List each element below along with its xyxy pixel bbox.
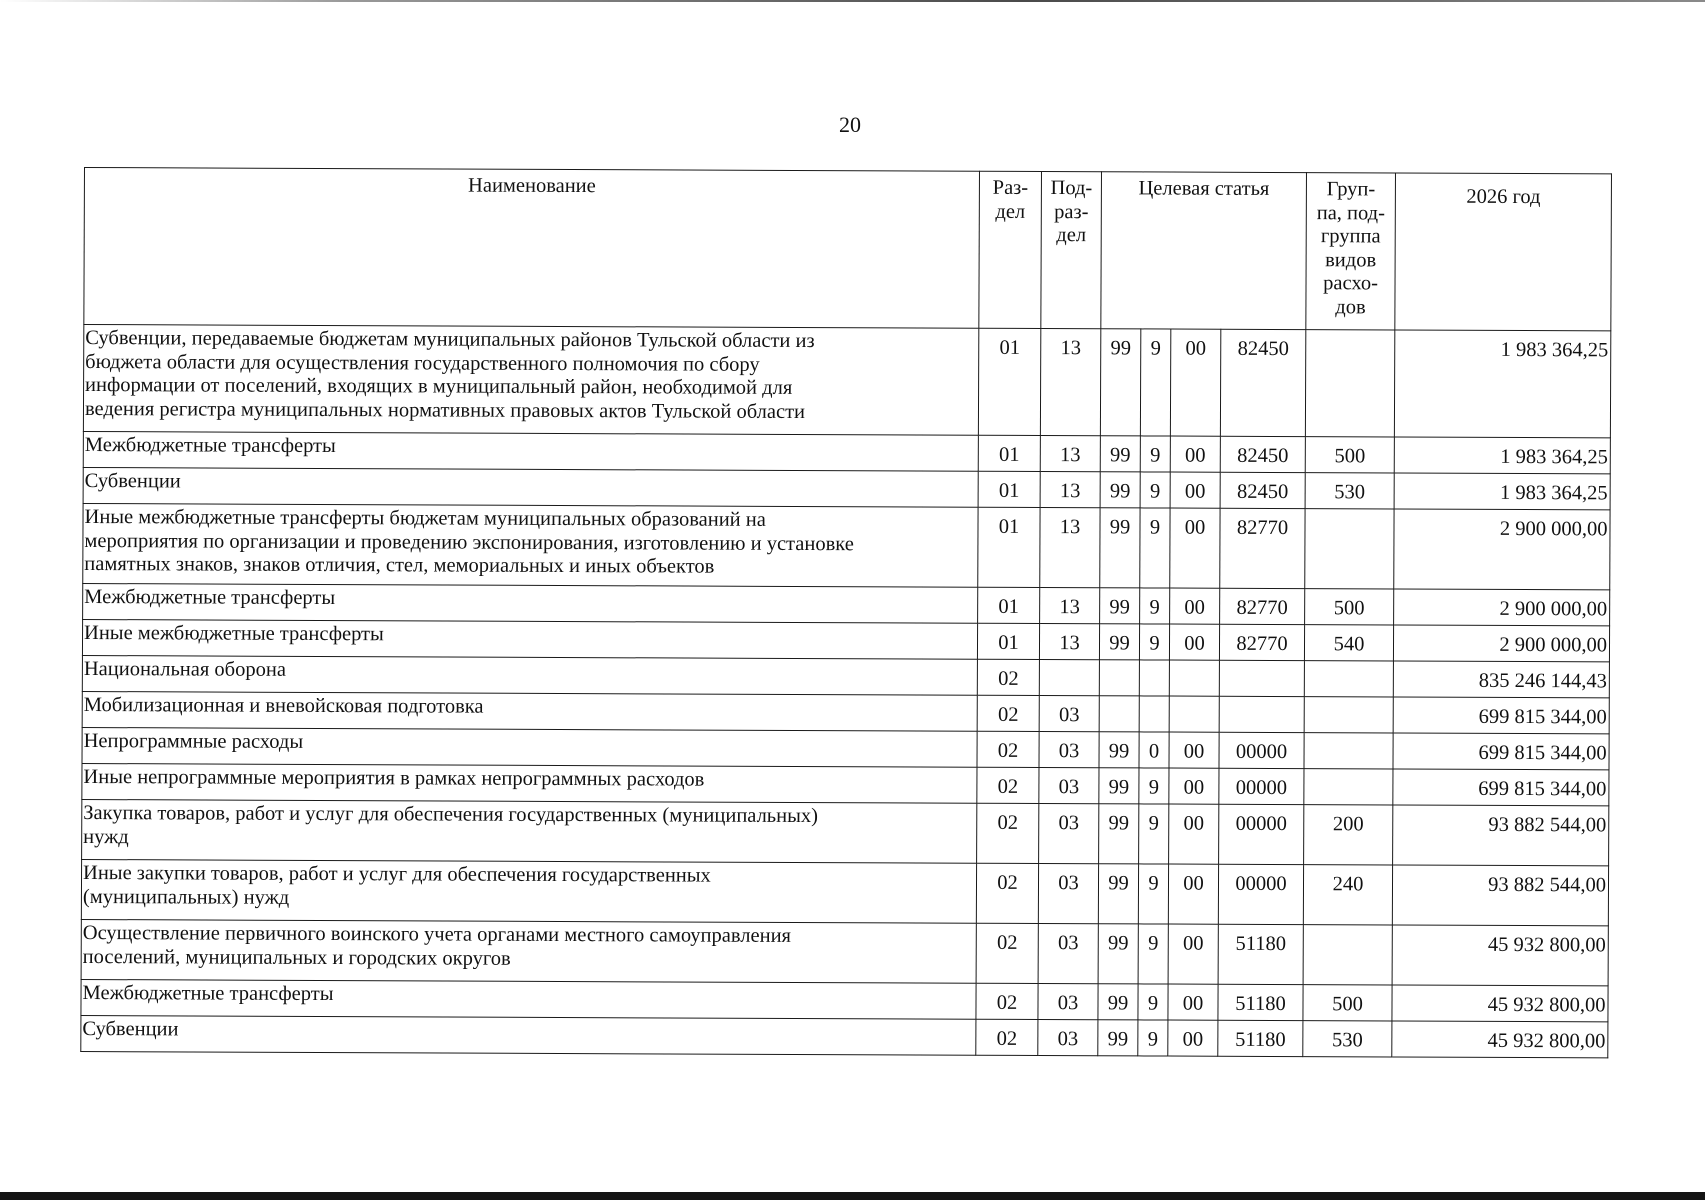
amount-cell: 835 246 144,43: [1393, 661, 1609, 698]
row-name-line: Иные закупки товаров, работ и услуг для обеспечения государственных: [82, 862, 711, 887]
row-name-line: бюджета области для осуществления государственного полномочия по сбору: [85, 350, 760, 376]
target-event-cell: 00: [1168, 864, 1218, 924]
target-subprogram-cell: 9: [1139, 804, 1169, 864]
row-name-line: Осуществление первичного воинского учета органами местного самоуправления: [82, 922, 792, 947]
row-name-line: нужд: [83, 825, 129, 848]
table-body: [81, 325, 1611, 1058]
row-name-line: Межбюджетные трансферты: [82, 982, 334, 1006]
target-event-cell: 00: [1170, 436, 1220, 472]
row-name-line: Субвенции, передаваемые бюджетам муниципальных районов Тульской области из: [85, 327, 815, 353]
row-name-line: Национальная оборона: [83, 658, 287, 681]
row-name: [81, 919, 976, 983]
target-subprogram-cell: 0: [1139, 732, 1169, 768]
expense-group-cell: 200: [1304, 805, 1393, 865]
page-bottom-edge: [0, 1192, 1705, 1200]
razdel-cell: 01: [978, 507, 1040, 587]
razdel-cell: 02: [977, 659, 1039, 695]
razdel-cell: 02: [976, 1019, 1038, 1055]
target-program-cell: 99: [1098, 984, 1138, 1020]
target-event-cell: 00: [1170, 508, 1220, 588]
target-subprogram-cell: 9: [1140, 508, 1170, 588]
target-program-cell: 99: [1099, 624, 1139, 660]
target-program-cell: 99: [1100, 436, 1140, 472]
row-name: [83, 583, 978, 623]
expense-group-cell: [1304, 661, 1393, 697]
target-subprogram-cell: 9: [1140, 472, 1170, 508]
expense-group-cell: [1304, 733, 1393, 769]
target-direction-cell: 82770: [1220, 508, 1305, 588]
amount-cell: 2 900 000,00: [1394, 589, 1610, 626]
podrazdel-cell: 13: [1040, 436, 1100, 472]
row-name: [81, 859, 976, 923]
table-row: [83, 503, 1610, 589]
razdel-cell: 02: [977, 731, 1039, 767]
row-name: [81, 979, 976, 1019]
target-direction-cell: 51180: [1218, 984, 1303, 1020]
row-name-line: Субвенции: [84, 470, 181, 493]
amount-cell: 699 815 344,00: [1393, 733, 1609, 770]
target-subprogram-cell: 9: [1138, 984, 1168, 1020]
header-target-article: Целевая статья: [1101, 172, 1307, 330]
razdel-cell: 02: [977, 767, 1039, 803]
target-subprogram-cell: 9: [1138, 924, 1168, 984]
podrazdel-cell: [1039, 660, 1099, 696]
expense-group-cell: 500: [1305, 437, 1394, 473]
target-direction-cell: 82770: [1219, 624, 1304, 660]
razdel-cell: 01: [978, 587, 1040, 623]
row-name: [82, 763, 977, 803]
target-subprogram-cell: 9: [1140, 329, 1170, 436]
target-direction-cell: 00000: [1219, 804, 1304, 864]
target-direction-cell: 51180: [1218, 1020, 1303, 1056]
table-row: [81, 859, 1608, 925]
target-program-cell: 99: [1099, 804, 1139, 864]
target-subprogram-cell: 9: [1139, 768, 1169, 804]
amount-cell: 45 932 800,00: [1392, 985, 1608, 1022]
expense-group-cell: 530: [1303, 1021, 1392, 1057]
row-name-line: Мобилизационная и вневойсковая подготовка: [83, 694, 484, 718]
expense-group-cell: [1305, 509, 1394, 589]
page-number: 20: [839, 112, 861, 137]
amount-cell: 2 900 000,00: [1393, 625, 1609, 662]
row-name-line: Межбюджетные трансферты: [84, 586, 336, 610]
amount-cell: 1 983 364,25: [1394, 473, 1610, 510]
razdel-cell: 02: [976, 923, 1038, 983]
row-name-line: Иные непрограммные мероприятия в рамках непрограммных расходов: [83, 766, 705, 791]
table-row: [83, 325, 1610, 438]
amount-cell: 2 900 000,00: [1394, 509, 1610, 590]
amount-cell: 1 983 364,25: [1394, 330, 1610, 438]
target-event-cell: [1169, 696, 1219, 732]
target-subprogram-cell: [1139, 696, 1169, 732]
row-name: [83, 503, 978, 587]
amount-cell: 45 932 800,00: [1392, 925, 1608, 986]
table-row: [81, 1015, 1608, 1057]
expense-group-cell: [1304, 697, 1393, 733]
target-program-cell: 99: [1098, 1020, 1138, 1056]
target-event-cell: 00: [1170, 329, 1220, 436]
target-direction-cell: 00000: [1219, 732, 1304, 768]
target-direction-cell: 82450: [1220, 329, 1305, 436]
row-name: [83, 467, 978, 507]
row-name-line: Субвенции: [82, 1018, 179, 1041]
target-program-cell: 99: [1098, 924, 1138, 984]
row-name-line: мероприятия по организации и проведению экспонирования, изготовлению и установке: [84, 529, 854, 555]
row-name-line: Иные межбюджетные трансферты: [84, 622, 384, 646]
target-program-cell: 99: [1100, 472, 1140, 508]
header-name: Наименование: [84, 168, 980, 329]
podrazdel-cell: 13: [1039, 624, 1099, 660]
target-direction-cell: 00000: [1218, 864, 1303, 924]
target-direction-cell: 82450: [1220, 436, 1305, 472]
header-razdel: Раз- дел: [979, 171, 1042, 328]
target-direction-cell: [1219, 696, 1304, 732]
target-event-cell: 00: [1169, 732, 1219, 768]
row-name-line: ведения регистра муниципальных нормативных правовых актов Тульской области: [84, 397, 806, 423]
target-direction-cell: 82450: [1220, 472, 1305, 508]
razdel-cell: 01: [978, 435, 1040, 471]
podrazdel-cell: 03: [1038, 984, 1098, 1020]
expense-group-cell: [1305, 330, 1394, 437]
target-program-cell: 99: [1098, 864, 1138, 924]
podrazdel-cell: 03: [1039, 804, 1099, 864]
podrazdel-cell: 03: [1039, 768, 1099, 804]
row-name-line: (муниципальных) нужд: [82, 885, 290, 909]
target-event-cell: 00: [1170, 472, 1220, 508]
target-subprogram-cell: 9: [1138, 1020, 1168, 1056]
razdel-cell: 01: [978, 471, 1040, 507]
row-name: [82, 655, 977, 695]
target-event-cell: 00: [1168, 924, 1218, 984]
row-name: [82, 619, 977, 659]
header-row: [84, 168, 1612, 331]
target-event-cell: 00: [1169, 624, 1219, 660]
expense-group-cell: 540: [1304, 625, 1393, 661]
row-name-line: Иные межбюджетные трансферты бюджетам муниципальных образований на: [84, 506, 766, 531]
target-subprogram-cell: 9: [1140, 436, 1170, 472]
podrazdel-cell: 03: [1038, 1020, 1098, 1056]
razdel-cell: 01: [978, 328, 1040, 435]
target-event-cell: 00: [1169, 768, 1219, 804]
row-name: [82, 691, 977, 731]
amount-cell: 93 882 544,00: [1393, 805, 1609, 866]
target-event-cell: 00: [1168, 1020, 1218, 1056]
row-name-line: Межбюджетные трансферты: [84, 434, 336, 458]
amount-cell: 1 983 364,25: [1394, 437, 1610, 474]
target-event-cell: 00: [1169, 804, 1219, 864]
target-direction-cell: 51180: [1218, 924, 1303, 984]
header-expense-group: Груп- па, под- группа видов расхо- дов: [1306, 173, 1396, 330]
target-direction-cell: 82770: [1220, 588, 1305, 624]
expense-group-cell: [1303, 925, 1392, 985]
target-event-cell: [1169, 660, 1219, 696]
row-name: [83, 431, 978, 471]
target-program-cell: [1099, 696, 1139, 732]
header-year: 2026 год: [1395, 173, 1612, 331]
row-name: [81, 1015, 976, 1055]
row-name-line: информации от поселений, входящих в муниципальный район, необходимой для: [85, 374, 793, 399]
podrazdel-cell: 13: [1040, 329, 1100, 436]
podrazdel-cell: 13: [1040, 508, 1100, 588]
expense-group-cell: 500: [1303, 985, 1392, 1021]
target-program-cell: 99: [1100, 508, 1140, 588]
row-name-line: памятных знаков, знаков отличия, стел, мемориальных и иных объектов: [84, 553, 715, 578]
podrazdel-cell: 13: [1040, 472, 1100, 508]
target-direction-cell: 00000: [1219, 768, 1304, 804]
page-top-edge: [0, 0, 1705, 2]
amount-cell: 93 882 544,00: [1392, 865, 1608, 926]
row-name: [82, 727, 977, 767]
podrazdel-cell: 03: [1039, 696, 1099, 732]
razdel-cell: 02: [976, 863, 1038, 923]
target-subprogram-cell: 9: [1140, 588, 1170, 624]
razdel-cell: 02: [977, 695, 1039, 731]
row-name-line: поселений, муниципальных и городских округов: [82, 945, 511, 970]
table-row: [82, 799, 1609, 865]
target-subprogram-cell: [1139, 660, 1169, 696]
target-direction-cell: [1219, 660, 1304, 696]
target-program-cell: 99: [1099, 768, 1139, 804]
target-event-cell: 00: [1170, 588, 1220, 624]
amount-cell: 699 815 344,00: [1393, 697, 1609, 734]
row-name: [83, 325, 978, 436]
podrazdel-cell: 03: [1039, 732, 1099, 768]
razdel-cell: 01: [977, 623, 1039, 659]
budget-table: [80, 167, 1612, 1058]
header-podrazdel: Под- раз- дел: [1041, 172, 1102, 329]
razdel-cell: 02: [977, 803, 1039, 863]
target-subprogram-cell: 9: [1138, 864, 1168, 924]
target-event-cell: 00: [1168, 984, 1218, 1020]
podrazdel-cell: 13: [1040, 588, 1100, 624]
expense-group-cell: [1304, 769, 1393, 805]
razdel-cell: 02: [976, 983, 1038, 1019]
target-subprogram-cell: 9: [1139, 624, 1169, 660]
expense-group-cell: 530: [1305, 473, 1394, 509]
target-program-cell: [1099, 660, 1139, 696]
expense-group-cell: 500: [1305, 589, 1394, 625]
row-name: [82, 799, 977, 863]
row-name-line: Закупка товаров, работ и услуг для обеспечения государственных (муниципальных): [83, 802, 819, 828]
target-program-cell: 99: [1100, 588, 1140, 624]
table-row: [81, 919, 1608, 985]
amount-cell: 699 815 344,00: [1393, 769, 1609, 806]
podrazdel-cell: 03: [1038, 864, 1098, 924]
row-name-line: Непрограммные расходы: [83, 730, 304, 753]
amount-cell: 45 932 800,00: [1392, 1021, 1608, 1058]
podrazdel-cell: 03: [1038, 924, 1098, 984]
target-program-cell: 99: [1099, 732, 1139, 768]
expense-group-cell: 240: [1303, 865, 1392, 925]
target-program-cell: 99: [1100, 329, 1140, 436]
